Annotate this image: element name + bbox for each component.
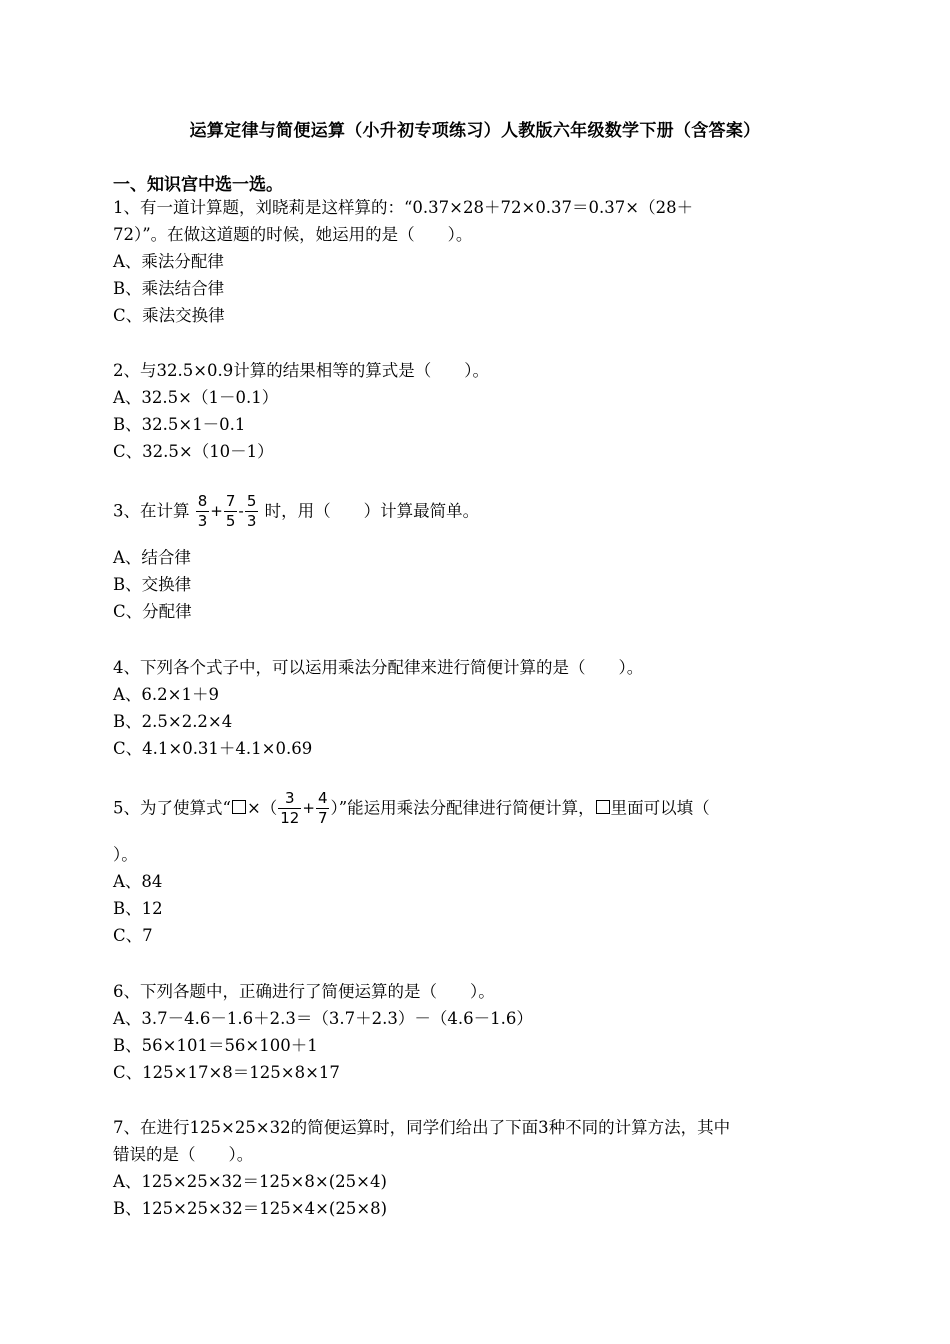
- q3-operator-2: -: [238, 502, 244, 520]
- q5-prefix: 5、为了使算式“: [113, 798, 231, 818]
- blank-box-icon: [596, 800, 610, 814]
- q1-stem-line2: 72）”。在做这道题的时候，她运用的是（ ）。: [113, 225, 473, 244]
- q1-option-a: A、乘法分配律: [113, 252, 224, 271]
- document-title: 运算定律与简便运算（小升初专项练习）人教版六年级数学下册（含答案）: [189, 121, 761, 141]
- q3-prefix: 3、在计算: [113, 501, 190, 521]
- q5-after: ）”能运用乘法分配律进行简便计算，: [330, 798, 595, 818]
- q3-suffix: 时，用（ ）计算最简单。: [264, 501, 480, 521]
- q5-mid: ×（: [246, 798, 278, 818]
- q2-option-a: A、32.5×（1－0.1）: [113, 388, 279, 407]
- q6-option-b: B、56×101＝56×100＋1: [113, 1036, 318, 1055]
- q3-option-c: C、分配律: [113, 602, 192, 621]
- q5-option-b: B、12: [113, 899, 163, 918]
- q3-fraction-2: [224, 494, 238, 529]
- q2-option-b: B、32.5×1－0.1: [113, 415, 246, 434]
- q5-option-a: A、84: [113, 872, 163, 891]
- q3-stem: [113, 494, 479, 529]
- q5-operator: +: [302, 799, 315, 817]
- q5-option-c: C、7: [113, 926, 153, 945]
- q5-stem: [113, 791, 710, 826]
- q3-option-a: A、结合律: [113, 548, 191, 567]
- q3-fraction-3: [245, 494, 259, 529]
- blank-box-icon: [232, 800, 246, 814]
- q5-f1-denominator: 12: [280, 809, 300, 827]
- q3-f3-numerator: 5: [246, 492, 257, 510]
- q6-option-c: C、125×17×8＝125×8×17: [113, 1063, 340, 1082]
- section-heading: 一、知识宫中选一选。: [113, 175, 283, 195]
- q2-stem: 2、与32.5×0.9计算的结果相等的算式是（ ）。: [113, 361, 490, 380]
- q5-f2-numerator: 4: [317, 789, 328, 807]
- q5-f2-denominator: 7: [317, 809, 328, 827]
- q1-option-b: B、乘法结合律: [113, 279, 225, 298]
- q1-stem-line1: 1、有一道计算题，刘晓莉是这样算的：“0.37×28＋72×0.37＝0.37×（28＋: [113, 198, 694, 217]
- q1-option-c: C、乘法交换律: [113, 306, 225, 325]
- q4-stem: 4、下列各个式子中，可以运用乘法分配律来进行简便计算的是（ ）。: [113, 658, 644, 677]
- q5-fraction-1: [278, 791, 301, 826]
- q4-option-c: C、4.1×0.31＋4.1×0.69: [113, 739, 313, 758]
- q3-f2-denominator: 5: [225, 512, 236, 530]
- q6-stem: 6、下列各题中，正确进行了简便运算的是（ ）。: [113, 982, 495, 1001]
- q6-option-a: A、3.7－4.6－1.6＋2.3＝（3.7＋2.3）－（4.6－1.6）: [113, 1009, 533, 1028]
- q3-f2-numerator: 7: [225, 492, 236, 510]
- q3-option-b: B、交换律: [113, 575, 192, 594]
- q5-f1-numerator: 3: [278, 791, 301, 809]
- q3-f1-denominator: 3: [197, 512, 208, 530]
- q3-f3-denominator: 3: [246, 512, 257, 530]
- q3-operator-1: +: [210, 502, 223, 520]
- q4-option-b: B、2.5×2.2×4: [113, 712, 233, 731]
- q7-stem-line2: 错误的是（ ）。: [113, 1145, 254, 1164]
- q5-fraction-2: [316, 791, 330, 826]
- q7-option-b: B、125×25×32＝125×4×(25×8): [113, 1199, 388, 1218]
- q2-option-c: C、32.5×（10－1）: [113, 442, 274, 461]
- q3-f1-numerator: 8: [197, 492, 208, 510]
- q7-stem-line1: 7、在进行125×25×32的简便运算时，同学们给出了下面3种不同的计算方法，其中: [113, 1118, 731, 1137]
- q7-option-a: A、125×25×32＝125×8×(25×4): [113, 1172, 387, 1191]
- q5-stem-line2: ）。: [113, 845, 138, 864]
- q3-fraction-1: [196, 494, 210, 529]
- q5-after2: 里面可以填（: [610, 798, 710, 818]
- q4-option-a: A、6.2×1＋9: [113, 685, 219, 704]
